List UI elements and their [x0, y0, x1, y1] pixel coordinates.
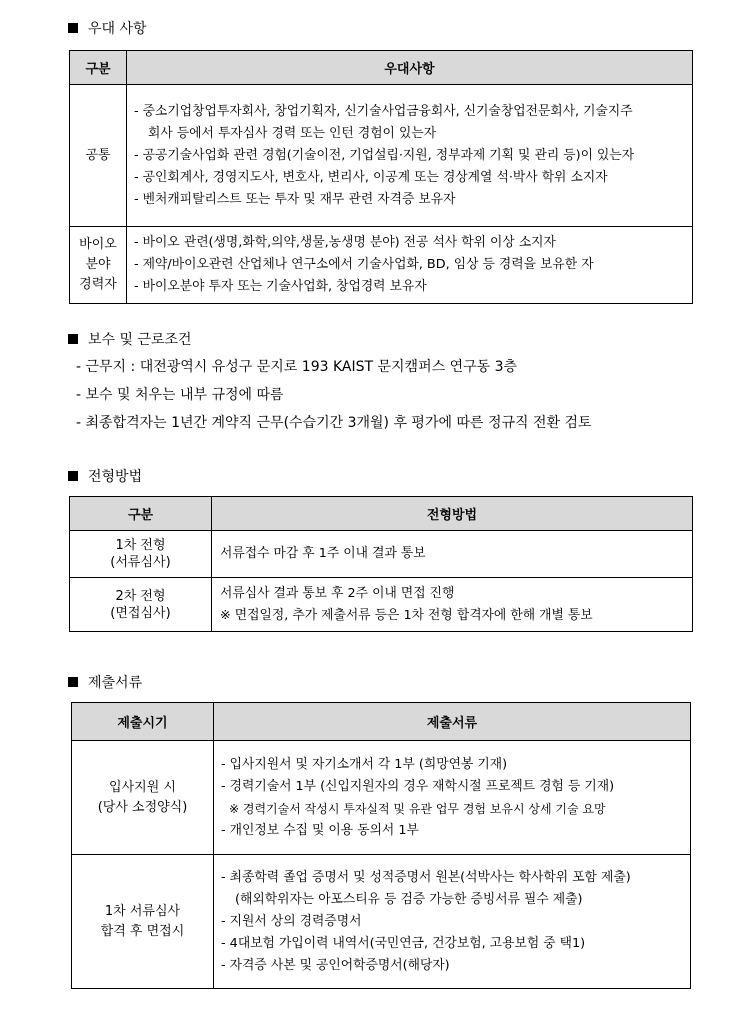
documents-table: [71, 702, 691, 989]
category-text: (서류심사): [110, 555, 171, 570]
content-line: ※ 경력기술서 작성시 투자실적 및 유관 업무 경험 보유시 상세 기술 요망: [229, 801, 606, 816]
category-text: 합격 후 면접시: [100, 923, 185, 939]
content-line: - 중소기업창업투자회사, 창업기획자, 신기술사업금융회사, 신기술창업전문회사, 기술지주: [134, 103, 633, 119]
section-title-conditions: [68, 329, 192, 349]
row-content: [127, 227, 693, 304]
header-category: 구분: [70, 51, 127, 85]
table-header-row: [70, 51, 693, 85]
table-row: [70, 227, 693, 304]
content-line: ※ 면접일정, 추가 제출서류 등은 1차 전형 합격자에 한해 개별 통보: [220, 607, 593, 623]
table-row: [70, 85, 693, 227]
list-item: - 근무지 : 대전광역시 유성구 문지로 193 KAIST 문지캠퍼스 연구동 3층: [76, 359, 518, 375]
section-title-text: 우대 사항: [88, 21, 147, 37]
section-title-text: 전형방법: [88, 469, 143, 485]
content-line: 회사 등에서 투자심사 경력 또는 인턴 경험이 있는자: [148, 125, 437, 141]
section-title-text: 제출서류: [88, 675, 143, 691]
category-text: (당사 소정양식): [97, 799, 188, 815]
square-bullet-icon: [68, 334, 78, 344]
square-bullet-icon: [68, 677, 78, 687]
content-line: - 경력기술서 1부 (신입지원자의 경우 재학시절 프로젝트 경험 등 기재): [221, 778, 615, 794]
category-text: 1차 서류심사: [104, 903, 181, 919]
table-row: [70, 578, 693, 632]
header-content: 제출서류: [214, 703, 691, 741]
content-line: - 공인회계사, 경영지도사, 변호사, 변리사, 이공계 또는 경상계열 석·박사 학위 소지자: [134, 169, 608, 185]
category-text: 분야: [85, 257, 111, 272]
row-category: [70, 227, 127, 304]
selection-table: [69, 496, 693, 632]
list-item: - 보수 및 처우는 내부 규정에 따름: [76, 387, 284, 403]
content-line: - 바이오 관련(생명,화학,의약,생물,농생명 분야) 전공 석사 학위 이상 소지자: [134, 235, 556, 250]
row-category: [70, 531, 212, 578]
square-bullet-icon: [68, 23, 78, 33]
row-content: [127, 85, 693, 227]
category-text: 1차 전형: [115, 538, 166, 553]
content-line: 서류접수 마감 후 1주 이내 결과 통보: [220, 546, 426, 561]
table-header-row: [72, 703, 691, 741]
conditions-list: [76, 353, 592, 437]
content-line: - 벤처캐피탈리스트 또는 투자 및 재무 관련 자격증 보유자: [134, 191, 456, 207]
content-line: - 바이오분야 투자 또는 기술사업화, 창업경력 보유자: [134, 279, 427, 294]
header-category: 제출시기: [72, 703, 214, 741]
row-category: [72, 855, 214, 989]
category-text: 2차 전형: [115, 588, 166, 604]
preference-table: [69, 50, 693, 304]
content-line: - 4대보험 가입이력 내역서(국민연금, 건강보험, 고용보험 중 택1): [221, 935, 586, 951]
section-title-text: 보수 및 근로조건: [88, 332, 192, 348]
content-line: (해외학위자는 아포스티유 등 검증 가능한 증빙서류 필수 제출): [235, 891, 583, 907]
row-category: [70, 85, 127, 227]
category-text: 입사지원 시: [109, 779, 176, 795]
content-line: - 입사지원서 및 자기소개서 각 1부 (희망연봉 기재): [221, 756, 508, 772]
category-text: 공통: [85, 147, 111, 163]
section-title-selection: [68, 466, 142, 486]
header-content: 우대사항: [127, 51, 693, 85]
list-item: - 최종합격자는 1년간 계약직 근무(수습기간 3개월) 후 평가에 따른 정규직 전환 검토: [76, 415, 592, 431]
content-line: 서류심사 결과 통보 후 2주 이내 면접 진행: [220, 585, 455, 601]
category-text: 경력자: [79, 277, 117, 292]
category-text: 바이오: [79, 237, 117, 252]
content-line: - 공공기술사업화 관련 경험(기술이전, 기업설립·지원, 정부과제 기획 및 관리 등)이 있는자: [134, 147, 635, 163]
section-title-preference: [68, 18, 147, 38]
table-header-row: [70, 497, 693, 531]
table-row: [72, 855, 691, 989]
category-text: (면접심사): [110, 605, 171, 621]
square-bullet-icon: [68, 471, 78, 481]
row-category: [70, 578, 212, 632]
header-content: 전형방법: [212, 497, 693, 531]
content-line: - 최종학력 졸업 증명서 및 성적증명서 원본(석박사는 학사학위 포함 제출): [221, 869, 631, 885]
content-line: - 개인정보 수집 및 이용 동의서 1부: [221, 822, 419, 838]
content-line: - 지원서 상의 경력증명서: [221, 913, 362, 929]
table-row: [70, 531, 693, 578]
section-title-documents: [68, 672, 142, 692]
header-category: 구분: [70, 497, 212, 531]
content-line: - 제약/바이오관련 산업체나 연구소에서 기술사업화, BD, 임상 등 경력을 보유한 자: [134, 257, 594, 272]
content-line: - 자격증 사본 및 공인어학증명서(해당자): [221, 957, 450, 973]
table-row: [72, 741, 691, 855]
row-content: [214, 855, 691, 989]
row-content: [212, 578, 693, 632]
row-content: [212, 531, 693, 578]
row-category: [72, 741, 214, 855]
row-content: [214, 741, 691, 855]
